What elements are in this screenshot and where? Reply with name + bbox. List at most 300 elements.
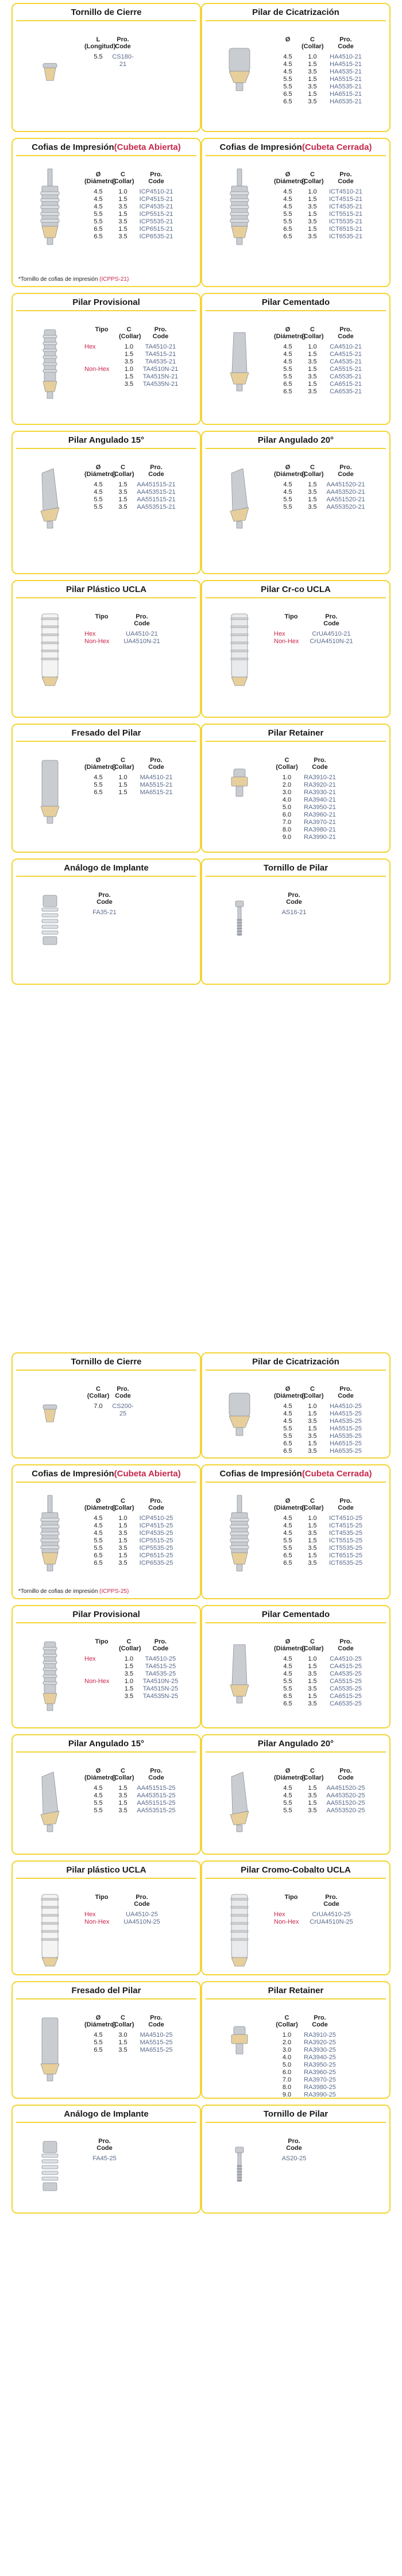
column-header: Pro. Code: [323, 1894, 339, 1908]
column-header: C (Collar): [112, 757, 134, 771]
table-row: [274, 2076, 340, 2084]
product-code: RA3960-25: [304, 2069, 336, 2076]
value-cell: 8.0: [282, 2084, 292, 2091]
value-cell: 1.5: [124, 351, 134, 358]
table-row: [274, 1403, 368, 1410]
table-header: [84, 36, 134, 50]
column-header: Pro. Code: [338, 171, 354, 185]
value-cell: 1.5: [308, 381, 317, 388]
column-header: C (Collar): [119, 1638, 141, 1652]
table-header: [84, 1638, 182, 1652]
table-row: [84, 1560, 179, 1567]
card-title-text: Pilar Angulado 15°: [68, 435, 145, 445]
product-code: AA453515-25: [137, 1792, 176, 1799]
card-body: [202, 1485, 389, 1598]
spec-table: [274, 36, 368, 106]
product-code: CA5515-21: [330, 366, 362, 373]
table-row: [84, 226, 179, 233]
product-code: CA6515-21: [330, 381, 362, 388]
value-cell: 3.0: [282, 2047, 292, 2053]
card-title: [206, 1982, 386, 1999]
table-row: [84, 358, 182, 366]
product-code: ICP4535-25: [139, 1530, 173, 1537]
value-cell: 6.5: [94, 1560, 103, 1567]
abutment-screw-icon: [208, 2130, 271, 2210]
value-cell: 3.5: [308, 1545, 317, 1552]
value-cell: 7.0: [282, 2076, 292, 2083]
product-code: ICT6535-21: [328, 233, 363, 240]
value-cell: 3.5: [308, 1792, 317, 1799]
card-body: [13, 2002, 200, 2098]
type-cell: Non-Hex: [84, 1678, 110, 1685]
product-code: ICP5535-25: [139, 1545, 173, 1552]
card-title: [16, 581, 196, 598]
value-cell: 1.5: [308, 61, 317, 68]
note-code: (ICPPS-25): [98, 1588, 129, 1595]
card-body: [202, 1881, 389, 1974]
card-body: [13, 1626, 200, 1727]
table-header: [274, 1386, 368, 1399]
value-cell: 1.5: [118, 496, 127, 503]
value-cell: 1.5: [118, 1522, 127, 1529]
spec-table: [274, 1386, 368, 1455]
product-code: RA3960-21: [304, 811, 336, 818]
value-cell: 6.5: [283, 1448, 292, 1455]
value-cell: 5.5: [94, 1807, 103, 1814]
value-cell: 3.5: [308, 504, 317, 510]
card-title-text: Tornillo de Cierre: [71, 7, 142, 17]
table-row: [274, 1911, 354, 1919]
product-code: HA6535-25: [330, 1448, 362, 1455]
value-cell: 3.5: [118, 203, 127, 210]
column-header: Pro. Code: [115, 1386, 131, 1399]
value-cell: 4.5: [283, 203, 292, 210]
column-header: Ø (Diámetro): [274, 171, 306, 185]
table-row: [274, 1792, 368, 1800]
product-code: AA453520-21: [326, 489, 365, 496]
product-code: HA4535-25: [330, 1418, 362, 1425]
value-cell: 1.5: [308, 1663, 317, 1670]
value-cell: 5.5: [283, 366, 292, 373]
value-cell: 5.5: [283, 218, 292, 225]
table-header: [84, 2138, 125, 2152]
product-code: TA4510-21: [145, 343, 176, 350]
card-title: [206, 1465, 386, 1483]
card-title: [16, 860, 196, 877]
card-note: [18, 276, 129, 283]
product-code: CA6535-21: [330, 388, 362, 395]
product-card: [201, 431, 391, 574]
product-code: CA6535-25: [330, 1700, 362, 1707]
table-row: [84, 1919, 165, 1926]
type-cell: Non-Hex: [274, 638, 299, 645]
table-row: [274, 1678, 368, 1685]
value-cell: 4.5: [283, 1656, 292, 1662]
column-header: C (Collar): [302, 1638, 324, 1652]
table-header: [274, 171, 368, 185]
product-code: AA551520-21: [326, 496, 365, 503]
card-title-text: Tornillo de Pilar: [263, 2109, 328, 2119]
card-title-text: Pilar de Cicatrización: [252, 7, 339, 17]
table-row: [84, 1785, 179, 1792]
table-row: [84, 1530, 179, 1537]
value-cell: 5.5: [283, 1537, 292, 1544]
value-cell: 4.5: [94, 489, 103, 496]
value-cell: 3.5: [118, 1545, 127, 1552]
column-header: Tipo: [95, 326, 109, 333]
product-code: TA4510N-21: [142, 366, 179, 373]
type-cell: Hex: [84, 631, 96, 637]
product-code: ICT4535-21: [328, 203, 363, 210]
product-card: [11, 1605, 201, 1728]
product-code: ICP5515-21: [139, 211, 173, 218]
card-title: [206, 725, 386, 742]
product-code: CA5535-21: [330, 373, 362, 380]
product-code: HA6515-21: [330, 91, 362, 98]
card-title-text: Tornillo de Pilar: [263, 863, 328, 873]
table-header: [274, 613, 354, 627]
retainer-abutment-icon: [208, 749, 271, 849]
product-code: CA5535-25: [330, 1685, 362, 1692]
product-code: ICP4510-25: [139, 1515, 173, 1522]
value-cell: 4.5: [94, 774, 103, 781]
value-cell: 6.5: [283, 98, 292, 105]
product-card: [201, 1605, 391, 1728]
table-row: [274, 226, 368, 233]
value-cell: 1.0: [124, 366, 134, 373]
product-code: TA4535-25: [145, 1670, 176, 1677]
table-row: [274, 83, 368, 91]
card-body: [202, 24, 389, 131]
milling-abutment-icon: [18, 749, 82, 849]
value-cell: 5.5: [283, 504, 292, 510]
table-row: [84, 1545, 179, 1552]
column-header: Pro. Code: [338, 36, 354, 50]
product-code: AA451515-25: [137, 1785, 176, 1792]
column-header: Pro. Code: [338, 1767, 354, 1781]
table-row: [274, 496, 368, 504]
type-cell: [84, 381, 119, 388]
value-cell: 4.5: [283, 358, 292, 365]
value-cell: 1.0: [118, 188, 127, 195]
angled-abutment-icon: [208, 1759, 271, 1851]
column-header: Pro. Code: [148, 1767, 164, 1781]
column-header: Pro. Code: [312, 757, 328, 771]
product-code: TA4510-25: [145, 1656, 176, 1662]
table-row: [274, 489, 368, 496]
column-header: Ø (Diámetro): [274, 464, 306, 478]
table-row: [274, 1552, 368, 1560]
type-cell: Non-Hex: [274, 1919, 299, 1925]
value-cell: 3.5: [308, 373, 317, 380]
table-row: [274, 1807, 368, 1815]
value-cell: 5.5: [94, 504, 103, 510]
card-title: [206, 432, 386, 449]
table-row: [84, 1792, 179, 1800]
table-header: [84, 1498, 179, 1511]
product-code: CA6515-25: [330, 1693, 362, 1700]
card-body: [202, 451, 389, 573]
table-row: [84, 373, 182, 381]
product-code: HA6515-25: [330, 1440, 362, 1447]
card-body: [13, 24, 200, 131]
value-cell: 1.5: [308, 1678, 317, 1685]
table-row: [274, 196, 368, 203]
value-cell: 5.5: [283, 1425, 292, 1432]
table-row: [84, 1693, 182, 1700]
value-cell: 1.0: [308, 188, 317, 195]
column-header: Pro. Code: [323, 613, 339, 627]
card-body: [202, 1373, 389, 1457]
card-title: [206, 1606, 386, 1623]
spec-table: [84, 464, 179, 511]
card-title-text: Pilar Cromo-Cobalto UCLA: [241, 1865, 351, 1875]
value-cell: 3.5: [308, 218, 317, 225]
value-cell: 5.5: [283, 373, 292, 380]
table-row: [84, 233, 179, 241]
table-header: [84, 1386, 134, 1399]
product-code: ICT4515-21: [328, 196, 363, 203]
spec-table: [84, 1386, 134, 1418]
column-header: C (Collar): [112, 1498, 134, 1511]
table-row: [274, 68, 368, 76]
product-code: AA453515-21: [137, 489, 176, 496]
column-header: Pro. Code: [148, 2014, 164, 2028]
value-cell: 4.5: [283, 53, 292, 60]
table-header: [84, 464, 179, 478]
value-cell: 1.0: [282, 774, 292, 781]
column-header: Pro. Code: [148, 171, 164, 185]
value-cell: 1.5: [308, 1800, 317, 1807]
type-cell: [84, 373, 119, 381]
value-cell: 6.5: [283, 1700, 292, 1707]
product-code: ICP5535-21: [139, 218, 173, 225]
product-code: RA3920-25: [304, 2039, 336, 2046]
value-cell: 1.5: [118, 211, 127, 218]
value-cell: 4.5: [94, 481, 103, 488]
table-row: [84, 782, 179, 789]
product-code: MA4510-21: [140, 774, 173, 781]
product-code: AA553515-21: [137, 504, 176, 510]
spec-table: [274, 1767, 368, 1815]
value-cell: 1.5: [308, 196, 317, 203]
table-row: [274, 188, 368, 196]
value-cell: 6.5: [283, 388, 292, 395]
card-title-text: Fresado del Pilar: [71, 728, 141, 738]
card-title-text: Pilar plástico UCLA: [66, 1865, 146, 1875]
type-cell: Non-Hex: [84, 638, 110, 645]
product-code: UA4510N-25: [123, 1919, 160, 1925]
table-row: [274, 1530, 368, 1537]
type-cell: Hex: [274, 631, 285, 637]
value-cell: 5.0: [282, 804, 292, 811]
column-header: C (Collar): [302, 171, 324, 185]
value-cell: 1.0: [118, 774, 127, 781]
value-cell: 4.5: [283, 196, 292, 203]
value-cell: 4.5: [94, 196, 103, 203]
card-title-text: Pilar Angulado 20°: [257, 435, 334, 445]
value-cell: 2.0: [282, 2039, 292, 2046]
product-code: RA3950-21: [304, 804, 336, 811]
column-header: Ø (Diámetro): [84, 1767, 117, 1781]
type-cell: [84, 358, 119, 366]
value-cell: 4.5: [94, 2032, 103, 2039]
card-title: [16, 1735, 196, 1753]
value-cell: 1.5: [308, 1693, 317, 1700]
note-text: *Tornillo de cofias de impresión: [18, 276, 98, 283]
table-row: [274, 351, 368, 358]
product-code: CA4515-25: [330, 1663, 362, 1670]
value-cell: 1.5: [118, 1785, 127, 1792]
card-title: [16, 1862, 196, 1879]
value-cell: 4.5: [94, 203, 103, 210]
table-header: [274, 892, 314, 906]
product-card: [201, 580, 391, 718]
value-cell: 3.5: [308, 489, 317, 496]
card-title: [206, 581, 386, 598]
card-body: [13, 1373, 200, 1457]
product-card: [11, 138, 201, 287]
value-cell: 5.5: [283, 1800, 292, 1807]
value-cell: 3.5: [124, 1670, 134, 1677]
spec-table: [84, 613, 165, 645]
product-card: [11, 1861, 201, 1975]
value-cell: 3.5: [124, 381, 134, 388]
column-header: Tipo: [284, 1894, 298, 1901]
value-cell: 3.5: [308, 1433, 317, 1440]
product-code: RA3910-25: [304, 2032, 336, 2039]
value-cell: 6.5: [283, 91, 292, 98]
card-title-text: Análogo de Implante: [64, 863, 149, 873]
abutment-screw-icon: [208, 884, 271, 981]
card-title: [206, 860, 386, 877]
product-code: ICP6515-21: [139, 226, 173, 233]
product-code: CA4515-21: [330, 351, 362, 358]
table-row: [274, 1785, 368, 1792]
product-code: ICT6515-25: [328, 1552, 363, 1559]
table-header: [274, 1638, 368, 1652]
column-header: Tipo: [95, 1638, 109, 1645]
product-card: [11, 431, 201, 574]
product-code: HA5535-25: [330, 1433, 362, 1440]
spec-table: [274, 892, 314, 916]
product-code: CS180-21: [112, 53, 134, 68]
card-title: [16, 1465, 196, 1483]
value-cell: 3.5: [308, 98, 317, 105]
product-code: MA6515-21: [140, 789, 173, 796]
product-code: AA553520-21: [326, 504, 365, 510]
column-header: Ø (Diámetro): [274, 1638, 306, 1652]
product-code: AS16-21: [281, 909, 307, 916]
column-header: Pro. Code: [134, 613, 150, 627]
table-header: [84, 171, 179, 185]
value-cell: 1.5: [118, 226, 127, 233]
value-cell: 5.5: [283, 83, 292, 90]
value-cell: 5.5: [283, 1678, 292, 1685]
product-code: MA5515-21: [140, 782, 173, 788]
value-cell: 4.5: [283, 1785, 292, 1792]
value-cell: 3.0: [118, 2032, 127, 2039]
value-cell: 4.5: [283, 1522, 292, 1529]
value-cell: 3.5: [308, 233, 317, 240]
value-cell: 1.5: [308, 1425, 317, 1432]
product-code: FA45-25: [92, 2155, 117, 2162]
value-cell: 3.5: [118, 504, 127, 510]
value-cell: 4.5: [283, 489, 292, 496]
column-header: C (Collar): [112, 171, 134, 185]
spec-table: [84, 2138, 125, 2163]
column-header: C (Collar): [276, 2014, 298, 2028]
table-row: [84, 1403, 134, 1418]
card-title-highlight: (Cubeta Abierta): [114, 1469, 181, 1479]
column-header: C (Collar): [302, 1498, 324, 1511]
column-header: C (Collar): [112, 2014, 134, 2028]
value-cell: 5.0: [282, 2061, 292, 2068]
product-code: ICT4535-25: [328, 1530, 363, 1537]
card-title-text: Cofias de Impresión: [219, 1469, 302, 1479]
card-title-text: Cofias de Impresión: [32, 142, 114, 152]
product-code: RA3970-21: [304, 819, 336, 826]
product-code: HA4510-25: [330, 1403, 362, 1410]
ucla-plastic-icon: [18, 605, 82, 714]
value-cell: 4.5: [283, 1670, 292, 1677]
value-cell: 6.0: [282, 2069, 292, 2076]
value-cell: 5.5: [94, 1800, 103, 1807]
table-row: [84, 1800, 179, 1807]
spec-table: [274, 1894, 354, 1926]
product-card: [11, 2105, 201, 2214]
table-row: [84, 496, 179, 504]
value-cell: 3.5: [118, 489, 127, 496]
table-row: [274, 909, 314, 916]
impression-coping-open-icon: [18, 1490, 82, 1596]
product-code: RA3930-25: [304, 2047, 336, 2053]
product-code: AS20-25: [281, 2155, 307, 2162]
table-row: [84, 789, 179, 796]
value-cell: 4.5: [283, 1663, 292, 1670]
retainer-abutment-icon: [208, 2006, 271, 2095]
value-cell: 1.5: [118, 481, 127, 488]
table-row: [274, 481, 368, 489]
product-code: MA5515-25: [140, 2039, 173, 2046]
value-cell: 3.5: [118, 2047, 127, 2053]
healing-cap-icon: [18, 28, 82, 129]
value-cell: 3.5: [308, 1418, 317, 1425]
table-row: [274, 811, 340, 819]
product-card: [201, 1861, 391, 1975]
value-cell: 1.0: [282, 2032, 292, 2039]
product-code: RA3940-25: [304, 2054, 336, 2061]
ucla-crco-icon: [208, 605, 271, 714]
table-row: [274, 91, 368, 98]
type-cell: Hex: [84, 1911, 96, 1918]
value-cell: 3.0: [282, 789, 292, 796]
product-code: HA4515-21: [330, 61, 362, 68]
value-cell: 4.5: [283, 1403, 292, 1410]
value-cell: 5.5: [94, 211, 103, 218]
table-row: [274, 2061, 340, 2069]
product-card: [201, 2105, 391, 2214]
column-header: Pro. Code: [148, 464, 164, 478]
card-title: [206, 294, 386, 311]
column-header: Pro. Code: [148, 757, 164, 771]
table-row: [84, 188, 179, 196]
table-row: [274, 218, 368, 226]
column-header: Pro. Code: [338, 1498, 354, 1511]
table-row: [274, 76, 368, 83]
table-header: [84, 757, 179, 771]
value-cell: 3.5: [308, 1530, 317, 1537]
